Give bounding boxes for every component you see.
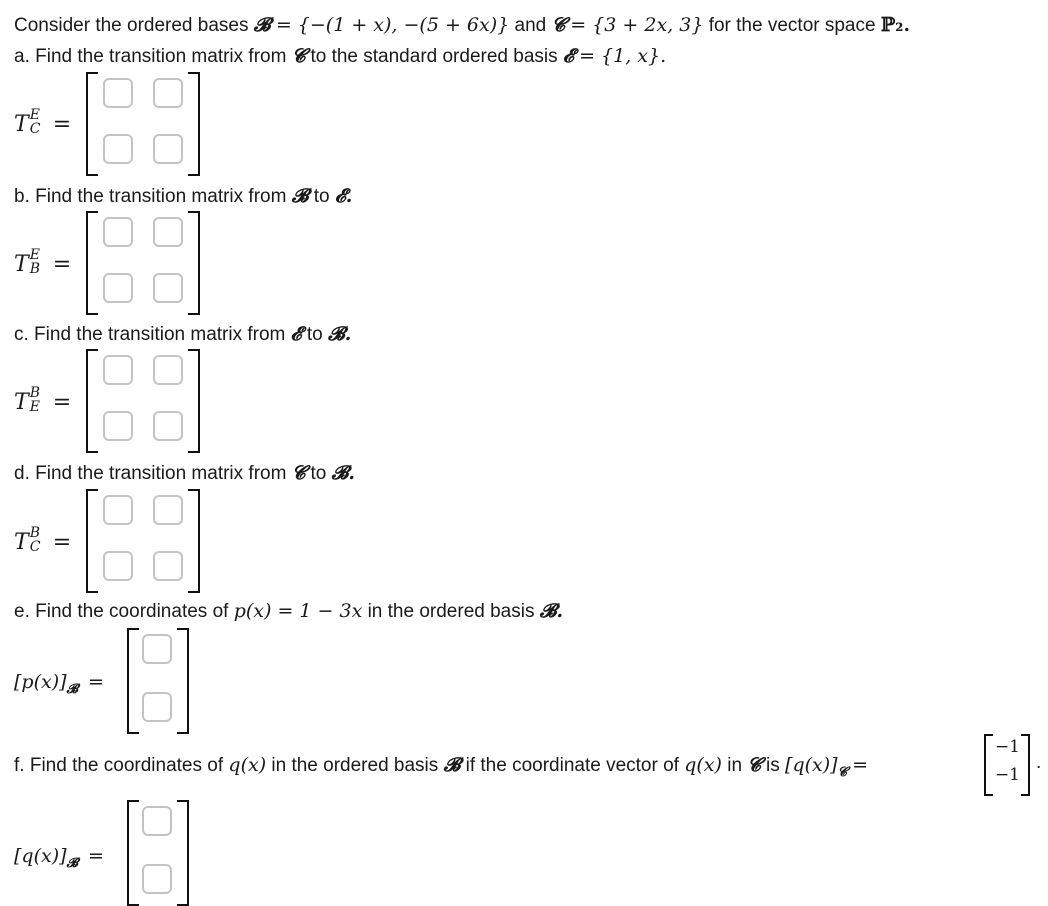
part-d-question: [14, 459, 355, 488]
part-b-input-r1c1[interactable]: [103, 217, 133, 247]
part-d-to: 𝓑.: [331, 462, 355, 484]
part-c-label: [14, 385, 72, 415]
given-vector-label: [q(x)]: [785, 754, 838, 776]
part-d-label: [14, 525, 72, 555]
part-b-to: 𝓔.: [334, 185, 353, 207]
part-f-poly2: q(x): [684, 754, 722, 776]
part-f-mid2: if the coordinate vector of: [465, 755, 679, 776]
part-a-text: a. Find the transition matrix from: [14, 46, 287, 67]
equals-sign: =: [52, 530, 72, 555]
part-b-left-bracket: [86, 211, 98, 315]
part-b-from: 𝓑: [291, 185, 309, 207]
equals-sign: =: [52, 112, 72, 137]
basis-b-symbol: 𝓑: [253, 14, 271, 36]
label-sup: E: [29, 107, 40, 123]
part-c-input-r1c1[interactable]: [103, 355, 133, 385]
part-e-right-bracket: [177, 628, 189, 734]
given-value-2: −1: [994, 765, 1020, 785]
intro-tail: for the vector space: [708, 15, 876, 36]
intro-lead: Consider the ordered bases: [14, 15, 249, 36]
label-T: T: [14, 390, 29, 415]
part-e-mid: in the ordered basis: [367, 601, 535, 622]
equals-sign: =: [852, 754, 868, 776]
part-f-poly: q(x): [228, 754, 267, 776]
part-b-mid: to: [313, 186, 330, 207]
label-sub: C: [29, 121, 41, 137]
given-vector-sub: 𝓒: [837, 764, 847, 780]
part-a-input-r1c2[interactable]: [153, 78, 183, 108]
label-sup: B: [29, 385, 40, 401]
part-c-to: 𝓑.: [327, 323, 352, 345]
part-d-input-r1c2[interactable]: [153, 495, 183, 525]
part-f-right-bracket: [177, 800, 189, 906]
part-f-question: [14, 751, 868, 787]
part-d-input-r2c1[interactable]: [103, 551, 133, 581]
label-sub: E: [29, 399, 40, 415]
part-e-left-bracket: [127, 628, 139, 734]
part-c-input-r1c2[interactable]: [153, 355, 183, 385]
part-c-text: c. Find the transition matrix from: [14, 324, 286, 345]
basis-c-symbol: 𝓒: [551, 14, 565, 36]
part-e-question: [14, 597, 563, 626]
basis-e-set: = {1, x}.: [579, 45, 667, 67]
part-a-input-r2c2[interactable]: [153, 134, 183, 164]
part-f-left-bracket: [127, 800, 139, 906]
equals-sign: =: [52, 390, 72, 415]
part-c-from: 𝓔: [290, 323, 302, 345]
given-value-1: −1: [994, 737, 1020, 757]
part-b-input-r1c2[interactable]: [153, 217, 183, 247]
part-f-input-r1[interactable]: [142, 806, 172, 836]
label-sup: B: [29, 525, 40, 541]
part-e-label: [14, 671, 104, 697]
part-a-left-bracket: [86, 72, 98, 176]
part-a-label: [14, 107, 72, 137]
part-d-input-r1c1[interactable]: [103, 495, 133, 525]
basis-e-symbol: 𝓔: [562, 45, 574, 67]
vector-label-sub: 𝓑: [66, 681, 78, 697]
part-f-label: [14, 845, 104, 871]
part-f-input-r2[interactable]: [142, 864, 172, 894]
label-T: T: [14, 530, 29, 555]
part-d-input-r2c2[interactable]: [153, 551, 183, 581]
given-vector-right-bracket: [1021, 734, 1030, 796]
label-sub: B: [29, 261, 40, 277]
vector-label-sub: 𝓑: [66, 855, 78, 871]
part-b-question: [14, 182, 352, 211]
basis-c-set: = {3 + 2x, 3}: [570, 14, 704, 36]
part-b-input-r2c1[interactable]: [103, 273, 133, 303]
part-d-mid: to: [310, 463, 327, 484]
vector-label: [p(x)]: [14, 671, 67, 693]
part-d-left-bracket: [86, 489, 98, 593]
part-c-right-bracket: [188, 349, 200, 453]
label-sub: C: [29, 539, 41, 555]
part-c-question: [14, 320, 351, 349]
period: .: [1036, 752, 1042, 773]
part-f-mid: in the ordered basis: [271, 755, 439, 776]
part-b-text: b. Find the transition matrix from: [14, 186, 287, 207]
part-f-is: is: [766, 755, 780, 776]
part-f-in: in: [727, 755, 743, 776]
part-a-input-r2c1[interactable]: [103, 134, 133, 164]
intro-and: and: [514, 15, 547, 36]
part-e-text: e. Find the coordinates of: [14, 601, 229, 622]
given-vector-values: [992, 733, 1020, 789]
part-b-label: [14, 247, 72, 277]
part-d-text: d. Find the transition matrix from: [14, 463, 287, 484]
part-e-input-r1[interactable]: [142, 634, 172, 664]
vector-label: [q(x)]: [14, 845, 67, 867]
part-e-poly: p(x) = 1 − 3x: [233, 600, 363, 622]
equals-sign: =: [88, 671, 104, 693]
part-b-input-r2c2[interactable]: [153, 273, 183, 303]
part-a-mid: to the standard ordered basis: [310, 46, 558, 67]
part-e-input-r2[interactable]: [142, 692, 172, 722]
part-c-input-r2c2[interactable]: [153, 411, 183, 441]
vector-space: ℙ₂.: [880, 14, 911, 36]
part-a-input-r1c1[interactable]: [103, 78, 133, 108]
part-c-mid: to: [306, 324, 323, 345]
part-f-basis2: 𝓒: [747, 754, 761, 776]
label-T: T: [14, 252, 29, 277]
part-b-right-bracket: [188, 211, 200, 315]
part-a-question: [14, 42, 666, 71]
part-a-from: 𝓒: [291, 45, 306, 67]
part-c-input-r2c1[interactable]: [103, 411, 133, 441]
equals-sign: =: [52, 252, 72, 277]
part-f-basis: 𝓑: [443, 754, 461, 776]
part-d-right-bracket: [188, 489, 200, 593]
part-a-right-bracket: [188, 72, 200, 176]
part-f-text: f. Find the coordinates of: [14, 755, 224, 776]
equals-sign: =: [88, 845, 104, 867]
part-e-to: 𝓑.: [539, 600, 564, 622]
problem-intro: [14, 11, 910, 40]
label-T: T: [14, 112, 29, 137]
part-c-left-bracket: [86, 349, 98, 453]
part-d-from: 𝓒: [291, 462, 306, 484]
basis-b-set: = {−(1 + x), −(5 + 6x)}: [275, 14, 510, 36]
label-sup: E: [29, 247, 40, 263]
